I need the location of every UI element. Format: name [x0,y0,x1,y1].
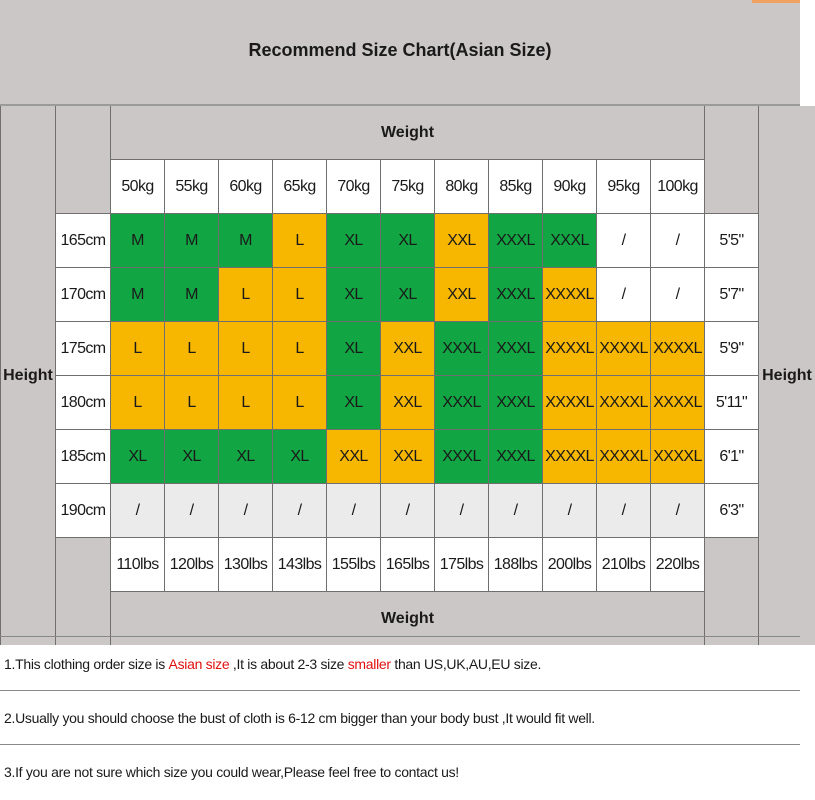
size-cell: L [273,376,326,429]
size-cell: M [111,214,164,267]
chart-title: Recommend Size Chart(Asian Size) [248,40,552,60]
size-cell: / [489,484,542,537]
size-cell: / [597,214,650,267]
height-cm-label: 175cm [56,322,110,375]
corner-block-bottom-left [56,538,110,645]
size-cell: / [651,268,704,321]
size-cell: XXL [381,430,434,483]
weight-lbs-header: 110lbs [111,538,164,591]
weight-lbs-header: 143lbs [273,538,326,591]
height-label-left: Height [1,106,55,645]
size-cell: XL [111,430,164,483]
size-cell: XL [327,268,380,321]
size-cell: XXXXL [543,322,596,375]
size-cell: XXXXL [597,430,650,483]
size-cell: L [219,376,272,429]
size-cell: / [381,484,434,537]
size-cell: XXXL [489,268,542,321]
size-cell: L [165,376,218,429]
size-cell: L [165,322,218,375]
size-cell: L [111,376,164,429]
size-cell: XXXL [489,376,542,429]
size-cell: L [273,268,326,321]
weight-kg-header: 95kg [597,160,650,213]
size-cell: XXXXL [543,268,596,321]
height-cm-label: 170cm [56,268,110,321]
size-cell: XXXXL [543,430,596,483]
size-cell: / [597,268,650,321]
size-cell: XXL [327,430,380,483]
size-cell: XL [165,430,218,483]
size-cell: / [543,484,596,537]
height-ft-label: 5'11" [705,376,758,429]
size-cell: / [165,484,218,537]
height-ft-label: 5'9" [705,322,758,375]
size-cell: XL [273,430,326,483]
size-cell: XXXL [489,430,542,483]
title-band [0,0,800,106]
size-cell: XXXL [435,430,488,483]
size-cell: XL [381,268,434,321]
corner-block-bottom-right [705,538,758,645]
weight-kg-header: 65kg [273,160,326,213]
size-cell: / [651,484,704,537]
size-cell: M [219,214,272,267]
note-highlight: smaller [347,655,391,672]
size-cell: XXXXL [543,376,596,429]
weight-lbs-header: 155lbs [327,538,380,591]
weight-lbs-header: 200lbs [543,538,596,591]
size-cell: / [327,484,380,537]
size-cell: XL [327,376,380,429]
note-highlight: Asian size [168,655,230,672]
size-cell: M [165,214,218,267]
size-cell: L [219,322,272,375]
size-cell: XXXXL [597,322,650,375]
weight-kg-header: 75kg [381,160,434,213]
note-line-3 [0,744,800,798]
weight-lbs-header: 130lbs [219,538,272,591]
weight-kg-header: 85kg [489,160,542,213]
title-accent [752,0,800,3]
height-ft-label: 5'5" [705,214,758,267]
weight-kg-header: 50kg [111,160,164,213]
weight-lbs-header: 188lbs [489,538,542,591]
size-cell: XL [219,430,272,483]
size-cell: L [111,322,164,375]
size-cell: / [111,484,164,537]
size-cell: L [219,268,272,321]
weight-kg-header: 80kg [435,160,488,213]
size-cell: XXXXL [651,430,704,483]
size-cell: / [651,214,704,267]
size-cell: XXXXL [597,376,650,429]
note-text: 2.Usually you should choose the bust of cloth is 6-12 cm bigger than your body bust ,It would fit well. [4,709,595,726]
size-cell: XXL [381,322,434,375]
corner-block-top-left [56,106,110,213]
size-cell: / [219,484,272,537]
note-text: ,It is about 2-3 size [229,655,348,672]
height-ft-label: 5'7" [705,268,758,321]
weight-lbs-header: 220lbs [651,538,704,591]
note-text: 3.If you are not sure which size you could wear,Please feel free to contact us! [4,763,459,780]
height-cm-label: 185cm [56,430,110,483]
note-text: than US,UK,AU,EU size. [390,655,542,672]
weight-kg-header: 100kg [651,160,704,213]
size-cell: XXXXL [651,376,704,429]
height-cm-label: 165cm [56,214,110,267]
note-text: 1.This clothing order size is [4,655,169,672]
height-ft-label: 6'1" [705,430,758,483]
weight-kg-header: 70kg [327,160,380,213]
size-cell: XL [327,214,380,267]
size-cell: / [273,484,326,537]
size-cell: XXXL [489,322,542,375]
weight-kg-header: 60kg [219,160,272,213]
weight-label-bottom: Weight [111,592,704,645]
size-cell: XXL [435,268,488,321]
height-cm-label: 180cm [56,376,110,429]
weight-label-top: Weight [111,106,704,159]
height-cm-label: 190cm [56,484,110,537]
size-table [0,106,812,645]
height-label-right: Height [759,106,815,645]
size-cell: XXL [381,376,434,429]
size-cell: L [273,214,326,267]
size-cell: XL [327,322,380,375]
weight-lbs-header: 165lbs [381,538,434,591]
size-cell: M [111,268,164,321]
weight-lbs-header: 120lbs [165,538,218,591]
size-cell: XL [381,214,434,267]
weight-kg-header: 90kg [543,160,596,213]
size-cell: XXXL [435,322,488,375]
size-cell: L [273,322,326,375]
size-cell: XXXL [489,214,542,267]
size-cell: XXL [435,214,488,267]
size-cell: M [165,268,218,321]
weight-lbs-header: 210lbs [597,538,650,591]
size-cell: XXXL [543,214,596,267]
size-cell: / [435,484,488,537]
size-cell: XXXXL [651,322,704,375]
notes-section [0,636,800,798]
weight-lbs-header: 175lbs [435,538,488,591]
note-line-2 [0,690,800,744]
height-ft-label: 6'3" [705,484,758,537]
corner-block-top-right [705,106,758,213]
size-cell: / [597,484,650,537]
weight-kg-header: 55kg [165,160,218,213]
size-cell: XXXL [435,376,488,429]
note-line-1 [0,636,800,690]
